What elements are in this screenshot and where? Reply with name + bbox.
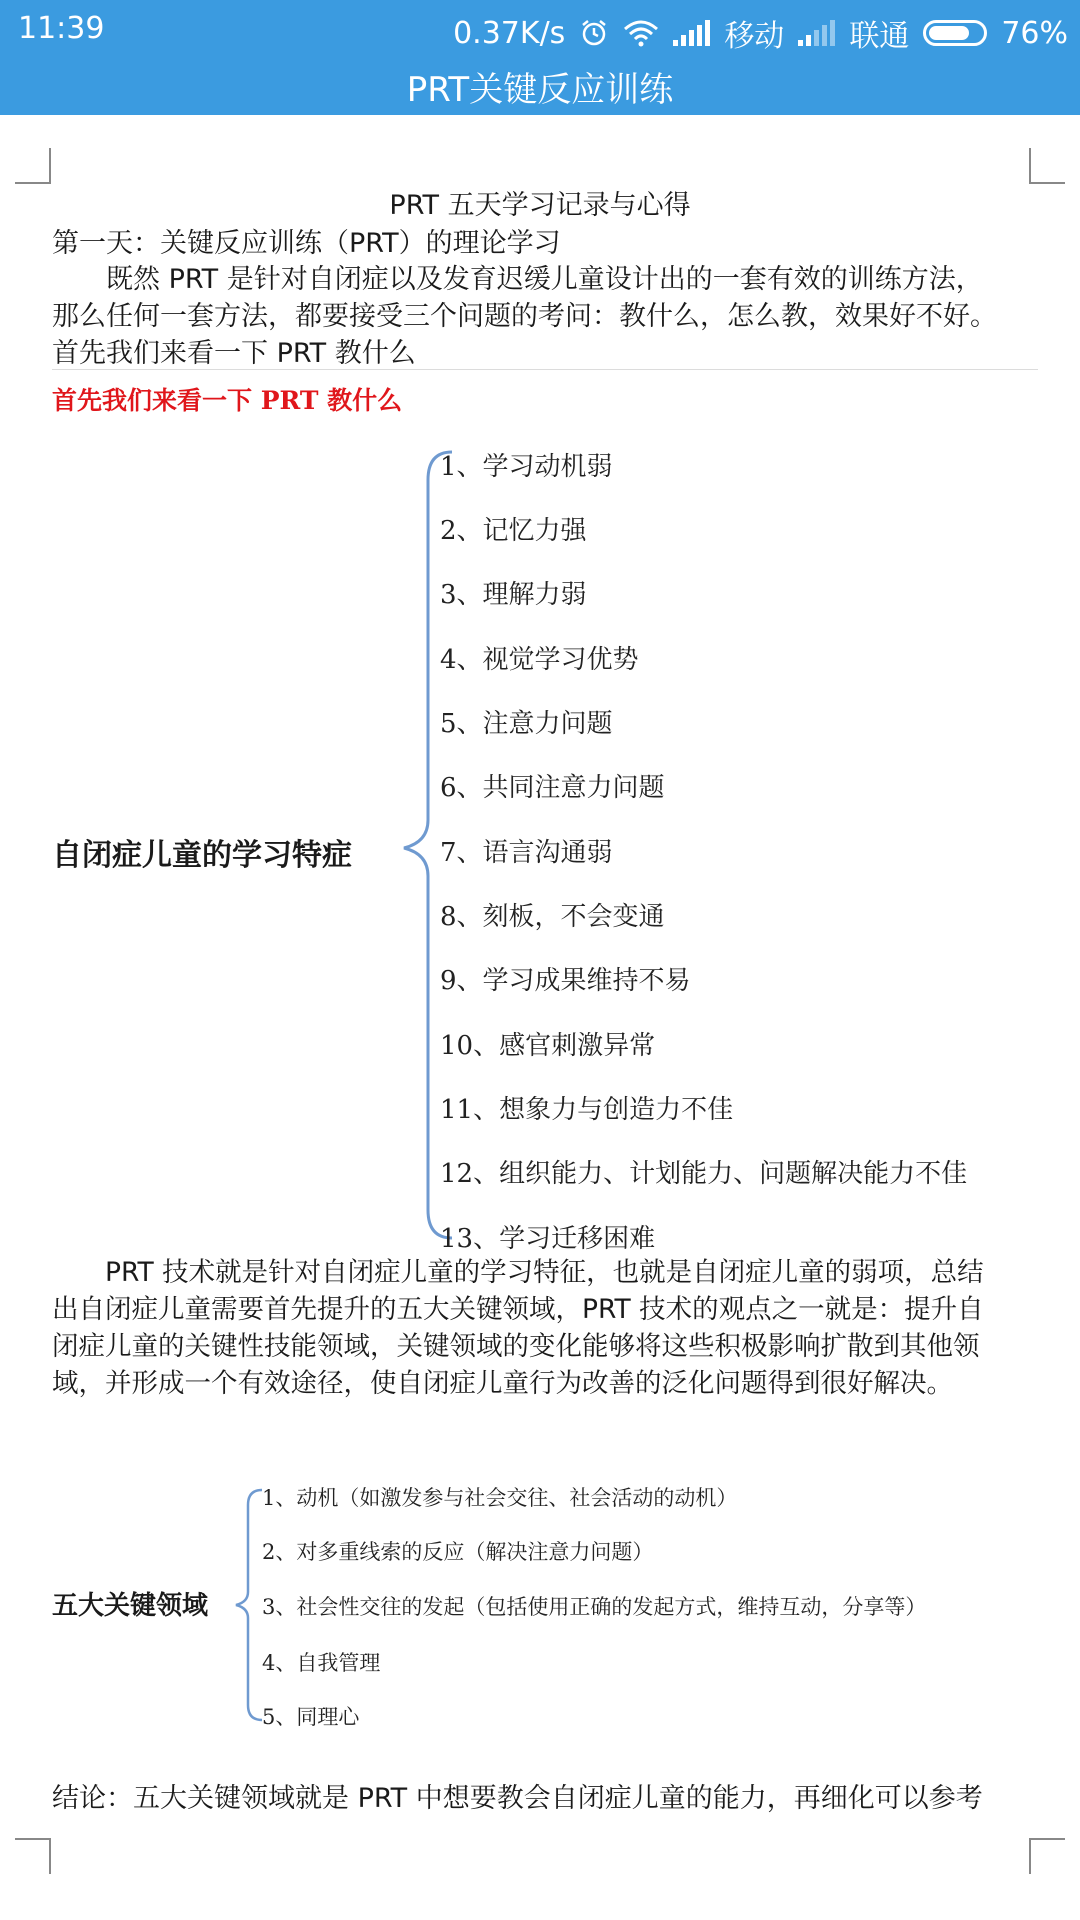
day1-heading: 第一天：关键反应训练（PRT）的理论学习: [52, 228, 561, 259]
list-item: 11、想象力与创造力不佳: [440, 1095, 734, 1125]
list-item: 2、记忆力强: [440, 516, 587, 546]
status-time: 11:39: [18, 11, 105, 46]
carrier-1: 移动: [724, 19, 785, 54]
signal-icon: [673, 20, 710, 46]
page-corner-mark: [15, 148, 51, 184]
battery-percent: 76%: [1001, 15, 1068, 51]
document-title: PRT 五天学习记录与心得: [389, 190, 691, 221]
paragraph-line: 出自闭症儿童需要首先提升的五大关键领域，PRT 技术的观点之一就是：提升自: [52, 1294, 984, 1325]
page-corner-mark: [1029, 148, 1065, 184]
list-item: 5、注意力问题: [440, 709, 613, 739]
paragraph-line: 闭症儿童的关键性技能领域，关键领域的变化能够将这些积极影响扩散到其他领: [52, 1331, 980, 1362]
page-title: PRT关键反应训练: [406, 70, 674, 110]
battery-icon: [923, 20, 987, 46]
app-header: [0, 0, 1080, 115]
intro-line-1: 既然 PRT 是针对自闭症以及发育迟缓儿童设计出的一套有效的训练方法，: [52, 264, 983, 295]
paragraph-2: [52, 1254, 1038, 1402]
page-corner-mark: [1029, 1838, 1065, 1874]
carrier-2: 联通: [849, 19, 910, 54]
signal-weak-icon: [798, 20, 835, 46]
list-item: 8、刻板，不会变通: [440, 902, 665, 932]
list-item: 2、对多重线索的反应（解决注意力问题）: [262, 1540, 654, 1564]
list-item: 6、共同注意力问题: [440, 773, 665, 803]
list-item: 1、动机（如激发参与社会交往、社会活动的动机）: [262, 1486, 738, 1510]
paragraph-line: PRT 技术就是针对自闭症儿童的学习特征，也就是自闭症儿童的弱项，总结: [52, 1257, 984, 1288]
list-item: 7、语言沟通弱: [440, 838, 613, 868]
list-item: 12、组织能力、计划能力、问题解决能力不佳: [440, 1159, 968, 1189]
diagram2-label: 五大关键领域: [52, 1591, 209, 1621]
wifi-icon: [623, 19, 659, 47]
list-item: 4、自我管理: [262, 1651, 381, 1675]
list-item: 4、视觉学习优势: [440, 645, 639, 675]
status-indicators: [453, 11, 1068, 55]
conclusion-text: 结论：五大关键领域就是 PRT 中想要教会自闭症儿童的能力，再细化可以参考: [52, 1783, 983, 1814]
list-item: 3、理解力弱: [440, 580, 587, 610]
divider: [52, 369, 1038, 370]
alarm-icon: [579, 18, 609, 48]
list-item: 13、学习迁移困难: [440, 1224, 656, 1254]
status-bar: [0, 0, 1080, 60]
section-heading-red: 首先我们来看一下 PRT 教什么: [52, 386, 403, 415]
list-item: 9、学习成果维持不易: [440, 966, 691, 996]
page-corner-mark: [15, 1838, 51, 1874]
network-speed: 0.37K/s: [453, 15, 566, 51]
intro-line-3: 首先我们来看一下 PRT 教什么: [52, 338, 416, 369]
list-item: 10、感官刺激异常: [440, 1031, 656, 1061]
diagram1-label: 自闭症儿童的学习特症: [52, 838, 352, 873]
list-item: 3、社会性交往的发起（包括使用正确的发起方式，维持互动，分享等）: [262, 1595, 927, 1619]
list-item: 5、同理心: [262, 1705, 360, 1729]
paragraph-line: 域，并形成一个有效途径，使自闭症儿童行为改善的泛化问题得到很好解决。: [52, 1368, 953, 1399]
intro-line-2: 那么任何一套方法，都要接受三个问题的考问：教什么，怎么教，效果好不好。: [52, 301, 997, 332]
list-item: 1、学习动机弱: [440, 452, 613, 482]
